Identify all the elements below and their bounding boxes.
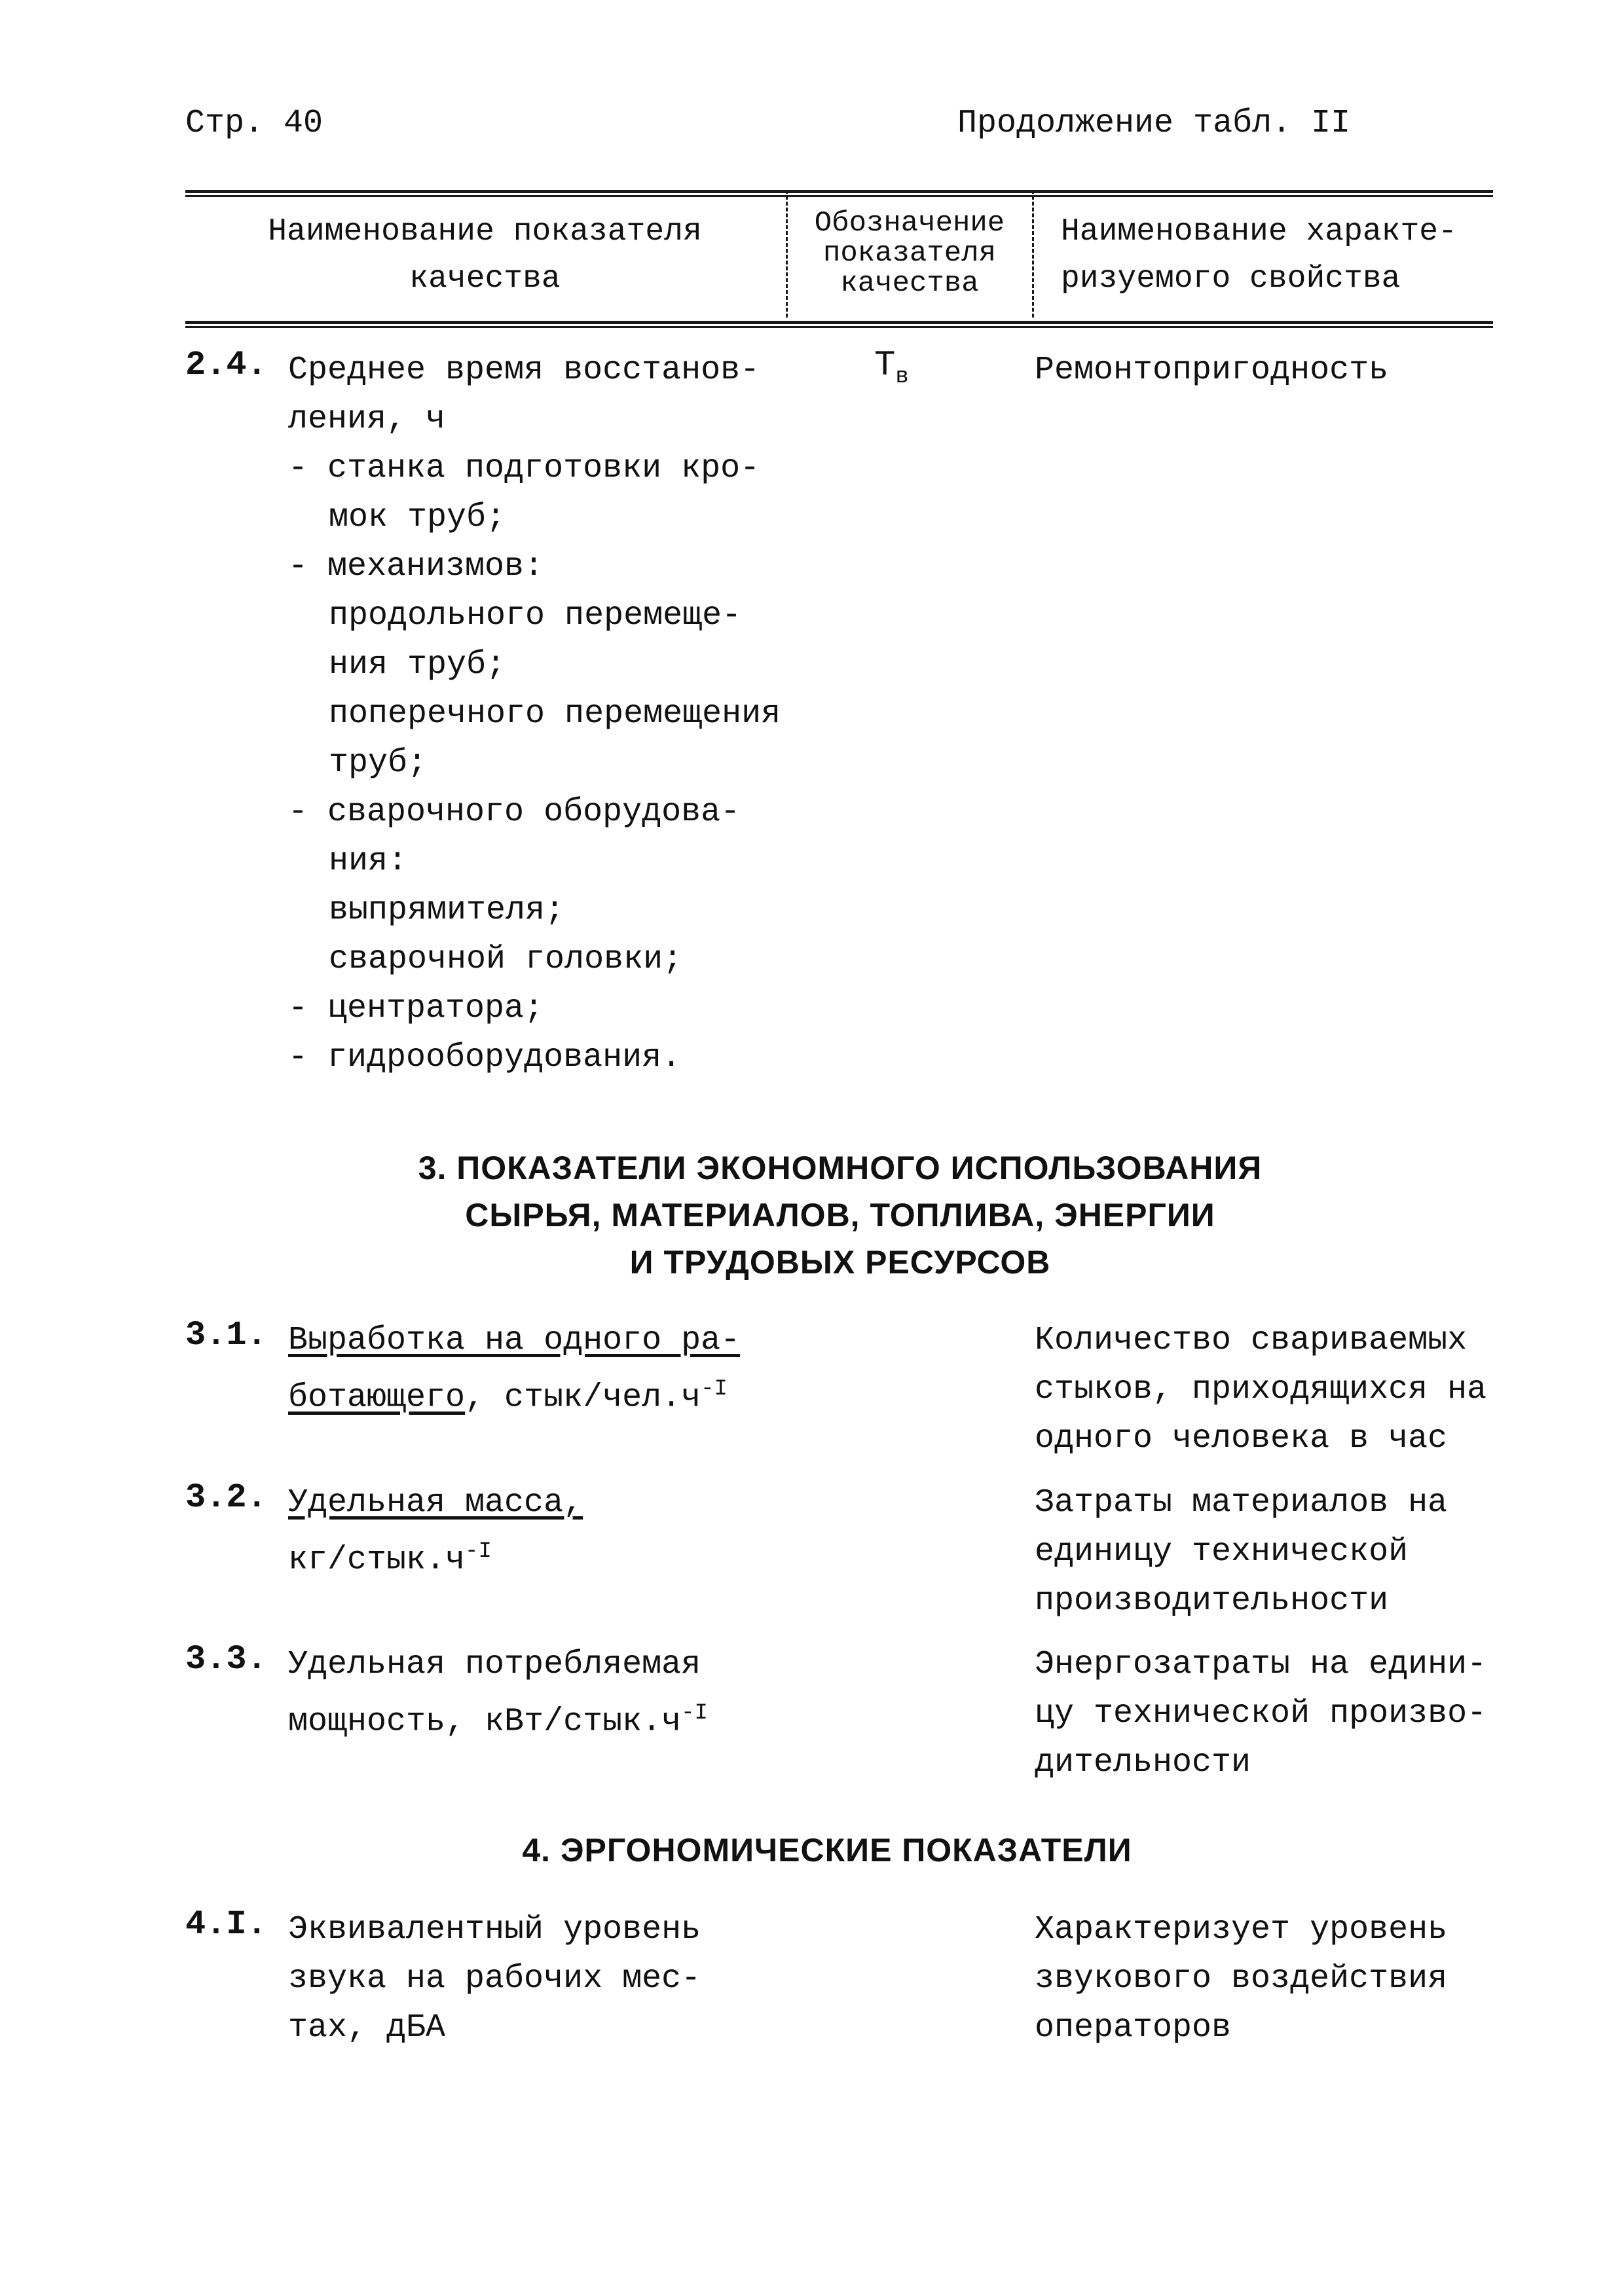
characterized-property: Характеризует уровень звукового воздействия операторов [1035,1911,1448,2047]
indicator-name: Эквивалентный уровень звука на рабочих мес- тах, дБА [288,1911,701,2047]
page-number: Стр. 40 [185,105,323,142]
column-separator-2 [1032,190,1034,318]
row-number: 3.3. [185,1640,267,1679]
indicator-name: Среднее время восстанов- ления, ч [288,352,760,438]
section-3-title: 3. ПОКАЗАТЕЛИ ЭКОНОМНОГО ИСПОЛЬЗОВАНИЯ СЫРЬЯ, МАТЕРИАЛОВ, ТОПЛИВА, ЭНЕРГИИ И ТРУДОВЫХ РЕСУРСОВ [418,1150,1263,1281]
characterized-property: Энергозатраты на едини- цу технической произво- дительности [1035,1646,1487,1781]
row-number: 3.2. [185,1478,267,1517]
indicator-subitems: - станка подготовки кро- мок труб; - механизмов: продольного перемеще- ния труб; поперечного перемещения труб; - сварочного оборудова- ния: выпрямителя; сварочной головки; - центратора; - гидрооборудования. [288,450,781,1076]
row-number: 3.1. [185,1316,267,1355]
section-4-title: 4. ЭРГОНОМИЧЕСКИЕ ПОКАЗАТЕЛИ [522,1832,1132,1868]
indicator-name: Удельная масса, $кг/стык.ч^{-I}$ [288,1484,583,1579]
indicator-symbol: $T_в$ [874,346,909,390]
table-header-bottom-rule-inner [185,326,1493,328]
column-separator-1 [786,190,788,318]
table-header-bottom-rule [185,321,1493,324]
table-top-rule-inner [185,195,1493,197]
indicator-name: Выработка на одного ра- ботающего, стык/$чел.ч^{-I}$ [288,1322,741,1417]
column-header-property: Наименование характе- ризуемого свойства [1061,214,1457,297]
row-number: 4.I. [185,1905,267,1944]
characterized-property: Количество свариваемых стыков, приходящихся на одного человека в час [1035,1322,1487,1457]
table-top-rule [185,190,1493,193]
table-continuation: Продолжение табл. II [957,105,1351,142]
characterized-property: Затраты материалов на единицу технической производительности [1035,1484,1448,1620]
indicator-name: Удельная потребляемая мощность, кВт/$стык.ч^{-I}$ [288,1646,708,1741]
column-header-symbol: Обозначение показателя качества [814,207,1005,300]
row-number: 2.4. [185,346,267,384]
characterized-property: Ремонтопригодность [1035,352,1389,389]
column-header-name: Наименование показателя качества [268,214,702,297]
